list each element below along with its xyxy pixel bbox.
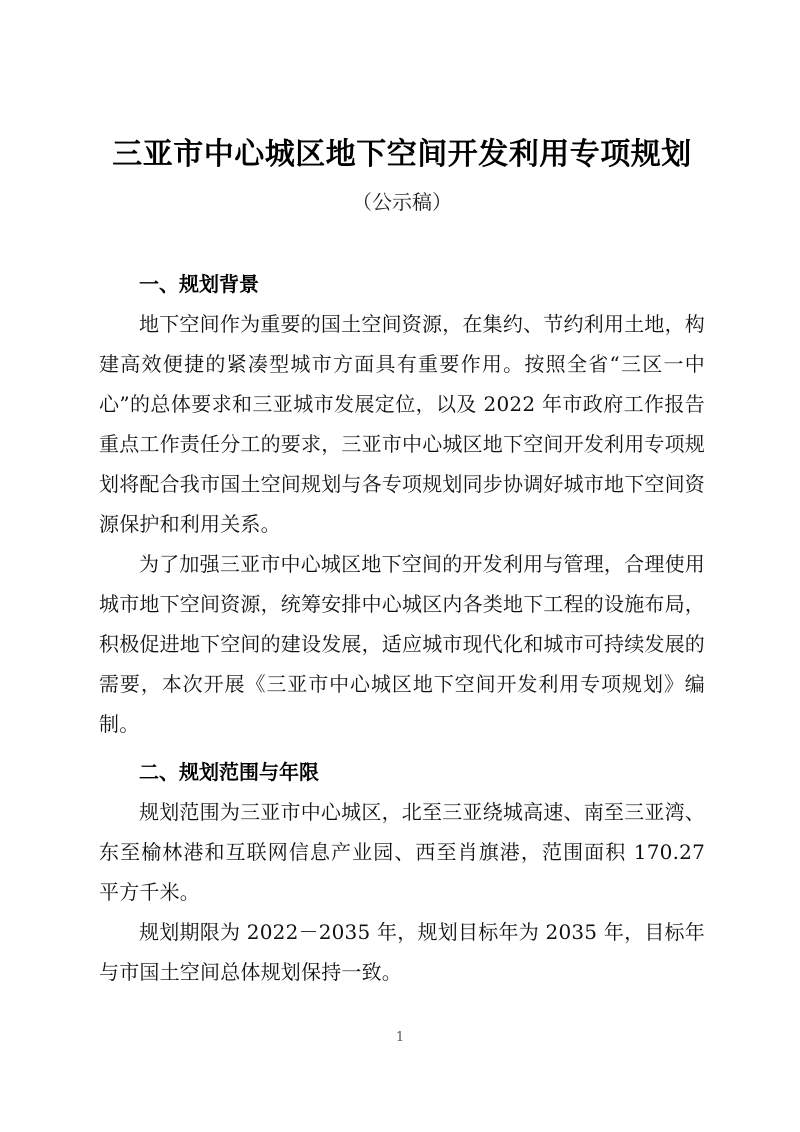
page-number: 1 [395,1030,405,1045]
spacer-before-section-one [99,217,705,264]
page-title: 三亚市中心城区地下空间开发利用专项规划 [112,137,692,172]
section-heading-two: 二、规划范围与年限 [139,760,319,784]
section-one-paragraph-two: 为了加强三亚市中心城区地下空间的开发利用与管理，合理使用城市地下空间资源，统筹安排中心城区内各类地下工程的设施布局，积极促进地下空间的建设发展，适应城市现代化和城市可持续发展的需要，本次开展《三亚市中心城区地下空间开发利用专项规划》编制。 [99,552,705,736]
section-two-paragraph-one: 规划范围为三亚市中心城区，北至三亚绕城高速、南至三亚湾、东至榆林港和互联网信息产业园、西至肖旗港，范围面积 170.27 平方千米。 [99,800,705,904]
spacer-before-section-two [99,744,705,752]
section-two-paragraph-two: 规划期限为 2022－2035 年，规划目标年为 2035 年，目标年与市国土空间总体规划保持一致。 [99,920,705,984]
document-subtitle: （公示稿） [352,190,452,214]
document-content [99,0,705,992]
section-one-paragraph-one: 地下空间作为重要的国土空间资源，在集约、节约利用土地，构建高效便捷的紧凑型城市方面具有重要作用。按照全省“三区一中心”的总体要求和三亚城市发展定位，以及 2022 年市政府工作报告重点工作责任分工的要求，三亚市中心城区地下空间开发利用专项规划将配合我市国土空间规划与各专项规划同步协调好城市地下空间资源保护和利用关系。 [99,312,705,536]
section-heading-one: 一、规划背景 [139,272,259,296]
